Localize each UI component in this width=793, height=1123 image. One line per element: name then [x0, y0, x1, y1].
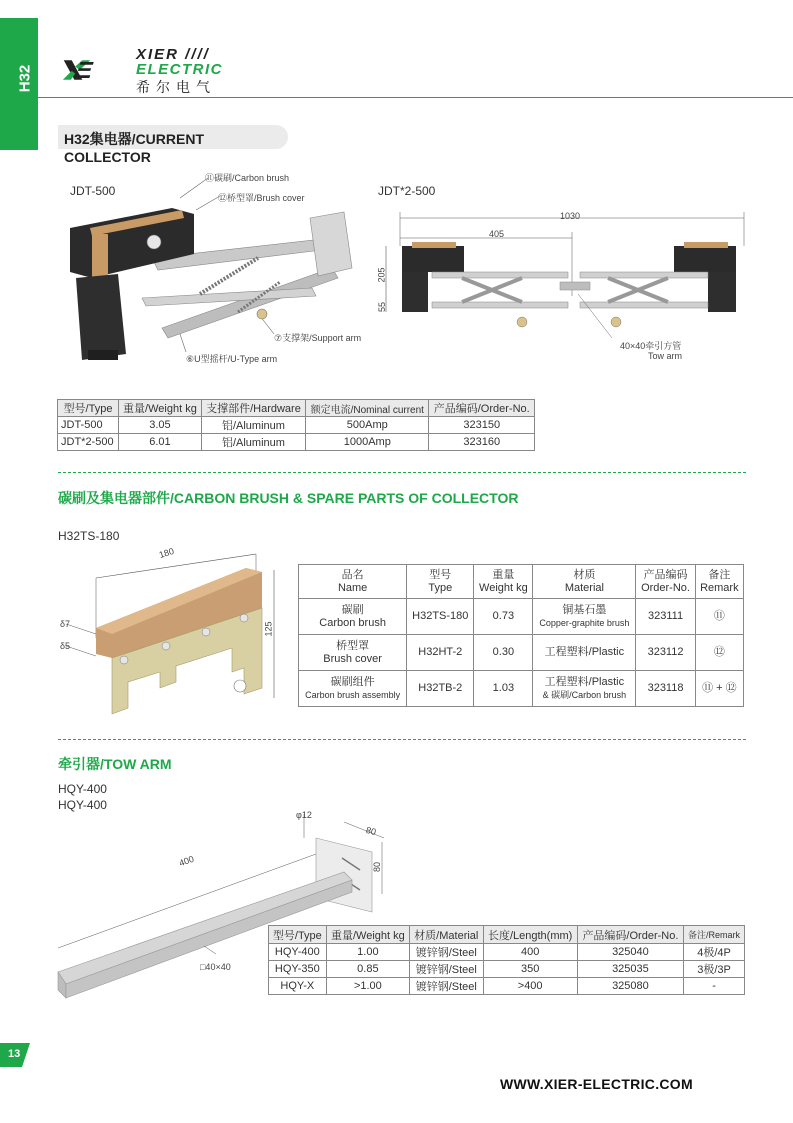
dim-total: 1030: [560, 211, 581, 221]
jdt2-500-illustration: [372, 206, 750, 366]
dim-brush-length: 180: [157, 545, 176, 561]
table-header: Type: [428, 581, 453, 594]
table-cell: 镀锌钢/Steel: [410, 961, 483, 978]
xier-logo: [62, 44, 137, 96]
table-cell: ⑪ + ⑫: [695, 671, 743, 707]
table-cell: >1.00: [326, 978, 409, 995]
table-cell: 350: [483, 961, 577, 978]
table-header: Material: [564, 581, 604, 594]
table-cell: HQY-350: [269, 961, 327, 978]
table-header: 型号/Type: [269, 926, 327, 944]
table-header: 产品编码/Order-No.: [577, 926, 683, 944]
model-h32ts180: H32TS-180: [58, 529, 120, 543]
table-cell: 325080: [577, 978, 683, 995]
brand-line1: XIER ////: [136, 46, 210, 63]
table-cell: 500Amp: [306, 417, 429, 434]
table-cell: Carbon brush assembly: [305, 689, 401, 700]
dim-h2: 55: [377, 301, 388, 313]
model-hqy400-a: HQY-400: [58, 782, 107, 796]
table-header: 备注/Remark: [684, 926, 745, 944]
dim-half: 405: [489, 229, 505, 239]
table-cell: 工程塑料/Plastic: [544, 675, 625, 688]
table-cell: H32TS-180: [407, 599, 474, 635]
callout-support-arm: ⑦支撑架/Support arm: [274, 333, 362, 343]
table-cell: 325040: [577, 944, 683, 961]
table-cell: 铝/Aluminum: [201, 434, 305, 451]
table-cell: 3.05: [119, 417, 202, 434]
table-cell: 1.00: [326, 944, 409, 961]
header-divider: [38, 97, 793, 98]
table-cell: 铝/Aluminum: [201, 417, 305, 434]
table-cell: Carbon brush: [319, 616, 386, 629]
table-cell: 0.30: [474, 635, 533, 671]
table-cell: 323150: [429, 417, 535, 434]
carbon-brush-illustration: [56, 545, 288, 720]
table-cell: 3极/3P: [684, 961, 745, 978]
table-cell: 工程塑料/Plastic: [544, 646, 625, 658]
table-header: 重量/Weight kg: [119, 400, 202, 417]
callout-brush-cover: ⑫桥型罩/Brush cover: [218, 193, 305, 203]
table-cell: 1.03: [474, 671, 533, 707]
table-header: 型号: [429, 568, 452, 581]
table-header: 支撑部件/Hardware: [201, 400, 305, 417]
dim-tube-length: 400: [177, 853, 196, 869]
table-header: 备注: [708, 568, 731, 581]
table-cell: JDT*2-500: [58, 434, 119, 451]
table-header: 材质: [573, 568, 596, 581]
table-cell: 6.01: [119, 434, 202, 451]
table-cell: 碳刷: [341, 603, 364, 616]
table-cell: 0.73: [474, 599, 533, 635]
dim-delta7: δ7: [60, 619, 71, 629]
spare-parts-table: [298, 564, 744, 707]
section2-title: 碳刷及集电器部件/CARBON BRUSH & SPARE PARTS OF COLLECTOR: [58, 490, 519, 506]
section1-title-pill: [58, 125, 288, 165]
table-row: [58, 434, 535, 451]
table-cell: >400: [483, 978, 577, 995]
table-header: Weight kg: [479, 581, 528, 594]
model-jdt2-500: JDT*2-500: [378, 184, 436, 198]
side-tab-label: H32: [16, 64, 34, 93]
table-cell: Copper-graphite brush: [539, 617, 630, 628]
table-header-row: [269, 926, 745, 944]
table-row: [299, 599, 744, 635]
section1-title: H32集电器/CURRENT COLLECTOR: [64, 131, 205, 165]
section-divider: [58, 472, 746, 473]
table-cell: Brush cover: [323, 652, 382, 665]
table-cell: -: [684, 978, 745, 995]
dim-h1: 205: [376, 267, 387, 283]
model-jdt500: JDT-500: [70, 184, 116, 198]
table-header: 品名: [341, 568, 364, 581]
table-header: Name: [337, 581, 368, 594]
dim-plate-h: 80: [372, 861, 383, 873]
table-cell: 1000Amp: [306, 434, 429, 451]
table-cell: ⑫: [695, 635, 743, 671]
table-cell: 碳刷组件: [330, 675, 375, 688]
side-tab: [0, 18, 38, 150]
table-cell: 400: [483, 944, 577, 961]
dim-delta5: δ5: [60, 641, 71, 651]
section-divider: [58, 739, 746, 740]
table-row: [58, 417, 535, 434]
table-header: 重量: [492, 568, 515, 581]
collector-spec-table: [57, 399, 535, 451]
section3-title: 牵引器/TOW ARM: [58, 756, 172, 772]
table-cell: 4极/4P: [684, 944, 745, 961]
table-header: 材质/Material: [410, 926, 483, 944]
table-cell: 323160: [429, 434, 535, 451]
table-cell: 镀锌钢/Steel: [410, 978, 483, 995]
table-cell: HQY-400: [269, 944, 327, 961]
dim-brush-height: 125: [263, 621, 274, 637]
table-row: [299, 671, 744, 707]
brand-line3: 希尔电气: [136, 79, 216, 95]
tow-arm-table: [268, 925, 745, 995]
table-cell: 323111: [636, 599, 695, 635]
table-cell: H32HT-2: [407, 635, 474, 671]
table-cell: 桥型罩: [336, 639, 370, 652]
table-cell: 325035: [577, 961, 683, 978]
callout-tow-arm-en: Tow arm: [648, 351, 683, 361]
table-cell: HQY-X: [269, 978, 327, 995]
model-hqy400-b: HQY-400: [58, 798, 107, 812]
table-header-row: [58, 400, 535, 417]
brand-line2: ELECTRIC: [136, 61, 223, 78]
table-header: 型号/Type: [58, 400, 119, 417]
callout-carbon-brush: ⑪碳刷/Carbon brush: [205, 173, 290, 183]
table-cell: & 碳刷/Carbon brush: [542, 689, 627, 700]
callout-u-arm: ⑥U型摇杆/U-Type arm: [186, 354, 278, 364]
dim-tube-section: □40×40: [200, 962, 231, 972]
table-header: 产品编码/Order-No.: [429, 400, 535, 417]
table-cell: 铜基石墨: [562, 603, 607, 616]
website-url: WWW.XIER-ELECTRIC.COM: [500, 1076, 693, 1092]
table-row: [299, 635, 744, 671]
table-header: 重量/Weight kg: [326, 926, 409, 944]
table-header: 长度/Length(mm): [483, 926, 577, 944]
callout-tow-arm-cn: 40×40牵引方管: [620, 341, 682, 351]
table-cell: 0.85: [326, 961, 409, 978]
table-cell: JDT-500: [58, 417, 119, 434]
table-row: [269, 944, 745, 961]
table-row: [269, 978, 745, 995]
dim-phi: φ12: [296, 810, 312, 820]
page-number: 13: [8, 1048, 21, 1060]
table-cell: 镀锌钢/Steel: [410, 944, 483, 961]
table-row: [269, 961, 745, 978]
table-header: Order-No.: [641, 581, 690, 594]
table-cell: H32TB-2: [407, 671, 474, 707]
table-header: 产品编码: [643, 568, 688, 581]
table-header-row: [299, 565, 744, 599]
table-cell: 323112: [636, 635, 695, 671]
jdt500-illustration: [62, 178, 362, 368]
dim-plate-w: 80: [364, 824, 378, 838]
table-cell: ⑪: [695, 599, 743, 635]
table-header: 额定电流/Nominal current: [306, 400, 429, 417]
table-cell: 323118: [636, 671, 695, 707]
table-header: Remark: [700, 581, 739, 594]
